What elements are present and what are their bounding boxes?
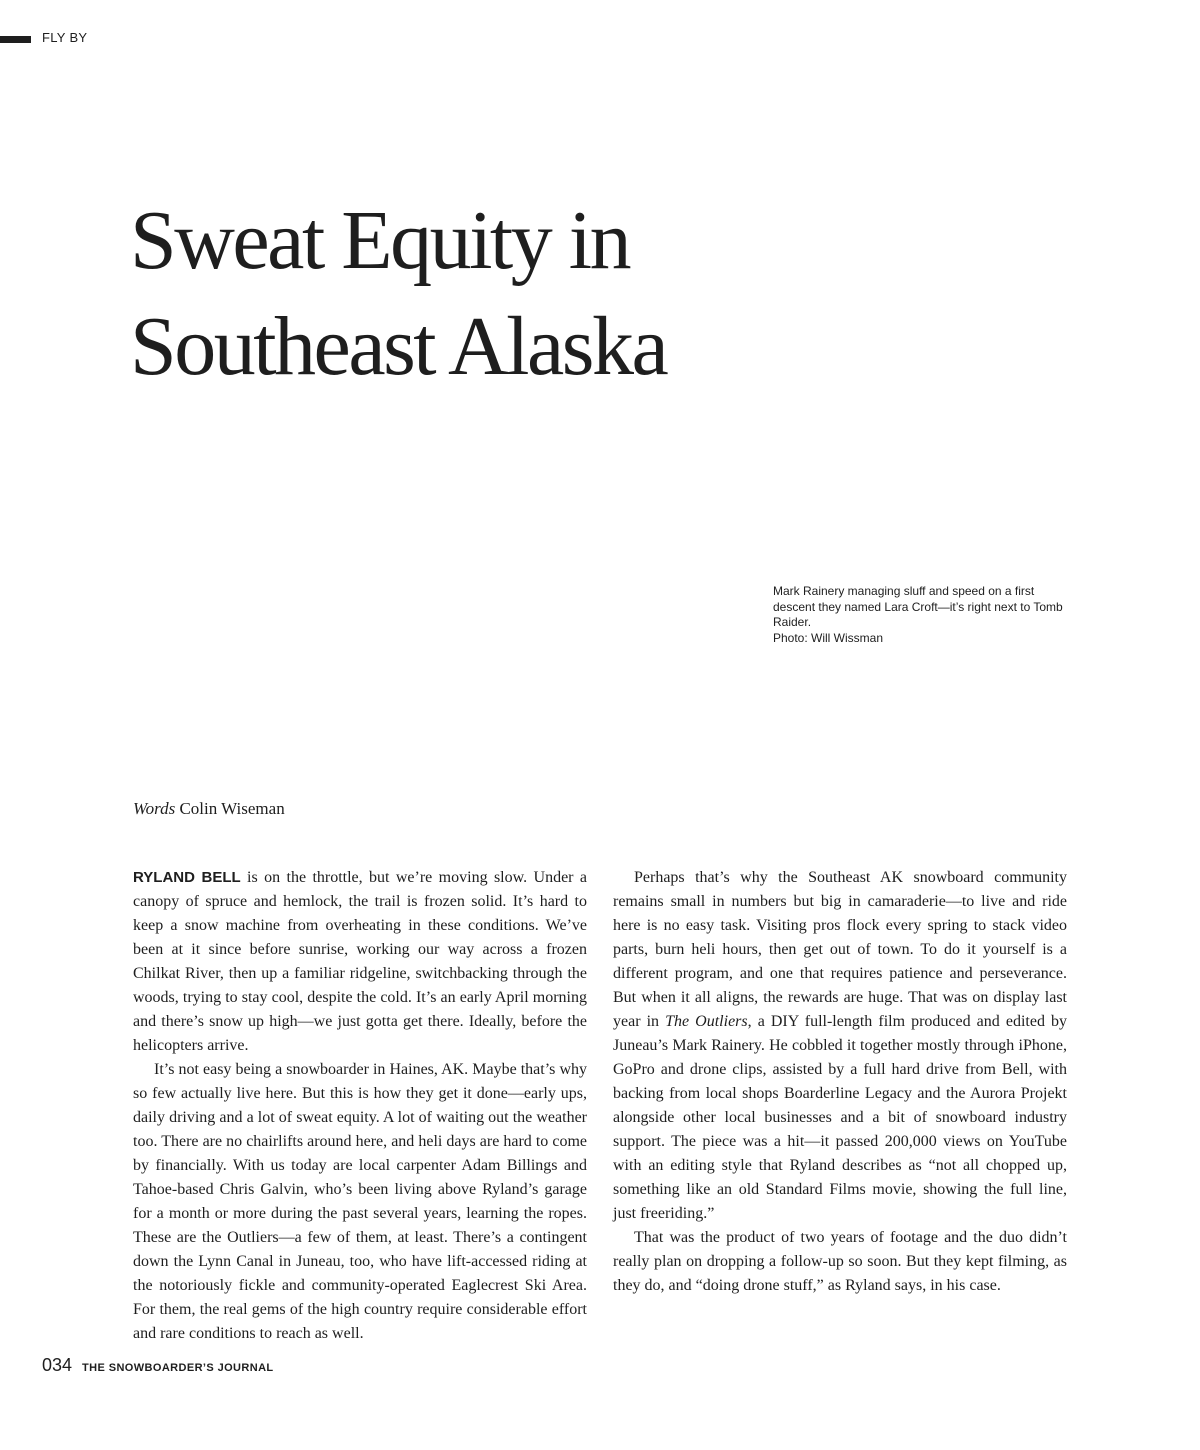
photo-credit: Photo: Will Wissman — [773, 630, 884, 645]
page-footer — [42, 1355, 274, 1376]
article-lead-in: RYLAND BELL — [133, 869, 241, 886]
article-paragraph-1 — [133, 866, 587, 1058]
article-title-line-1: Sweat Equity in — [130, 194, 630, 287]
article-paragraph-3-text-a: Perhaps that’s why the Southeast AK snowboard community remains small in numbers but big in camaraderie—to live and ride here is no easy task. Visiting pros flock every spring to stack video parts, burn heli hours, then get out of town. To do it yourself is a different program, and one that requires patience and perseverance. But when it all aligns, the rewards are huge. That was on display last year in — [613, 869, 1067, 1030]
section-label: FLY BY — [42, 30, 88, 45]
article-paragraph-2: It’s not easy being a snowboarder in Haines, AK. Maybe that’s why so few actually live here. But this is how they get it done—early ups, daily driving and a lot of sweat equity. A lot of waiting out the weather too. There are no chairlifts around here, and heli days are hard to come by financially. With us today are local carpenter Adam Billings and Tahoe-based Chris Galvin, who’s been living above Ryland’s garage for a month or more during the past several years, learning the ropes. These are the Outliers—a few of them, at least. There’s a contingent down the Lynn Canal in Juneau, too, who have lift-accessed riding at the notoriously fickle and community-operated Eaglecrest Ski Area. For them, the real gems of the high country require considerable effort and rare conditions to reach as well. — [133, 1061, 587, 1342]
article-column-left — [133, 866, 587, 1346]
byline-label: Words — [133, 799, 176, 818]
article-paragraph-3 — [613, 866, 1067, 1226]
publication-name: THE SNOWBOARDER’S JOURNAL — [82, 1362, 274, 1374]
photo-caption — [773, 584, 1073, 646]
article-title — [130, 188, 890, 400]
article-paragraph-3-text-b: , a DIY full-length film produced and edited by Juneau’s Mark Rainery. He cobbled it together mostly through iPhone, GoPro and drone clips, assisted by a full hard drive from Bell, with backing from local shops Boarderline Legacy and the Aurora Projekt alongside other local businesses and a bit of snowboard industry support. The piece was a hit—it passed 200,000 views on YouTube with an editing style that Ryland describes as “not all chopped up, something like an old Standard Films movie, showing the full line, just freeriding.” — [613, 1013, 1067, 1222]
article-column-right — [613, 866, 1067, 1298]
article-paragraph-1-text: is on the throttle, but we’re moving slow. Under a canopy of spruce and hemlock, the trail is frozen solid. It’s hard to keep a snow machine from overheating in these conditions. We’ve been at it since before sunrise, working our way across a frozen Chilkat River, then up a familiar ridgeline, switchbacking through the woods, trying to stay cool, despite the cold. It’s an early April morning and there’s snow up high—we just gotta get there. Ideally, before the helicopters arrive. — [133, 869, 588, 1054]
film-title: The Outliers — [665, 1013, 748, 1030]
byline — [133, 799, 285, 819]
article-title-line-2: Southeast Alaska — [130, 300, 667, 393]
article-paragraph-4: That was the product of two years of footage and the duo didn’t really plan on dropping a follow-up so soon. But they kept filming, as they do, and “doing drone stuff,” as Ryland says, in his case. — [613, 1229, 1067, 1294]
byline-author: Colin Wiseman — [179, 799, 285, 818]
photo-caption-text: Mark Rainery managing sluff and speed on a first descent they named Lara Croft—it’s right next to Tomb Raider. — [773, 584, 1063, 629]
section-marker-bar — [0, 36, 31, 43]
page-number: 034 — [42, 1355, 73, 1375]
